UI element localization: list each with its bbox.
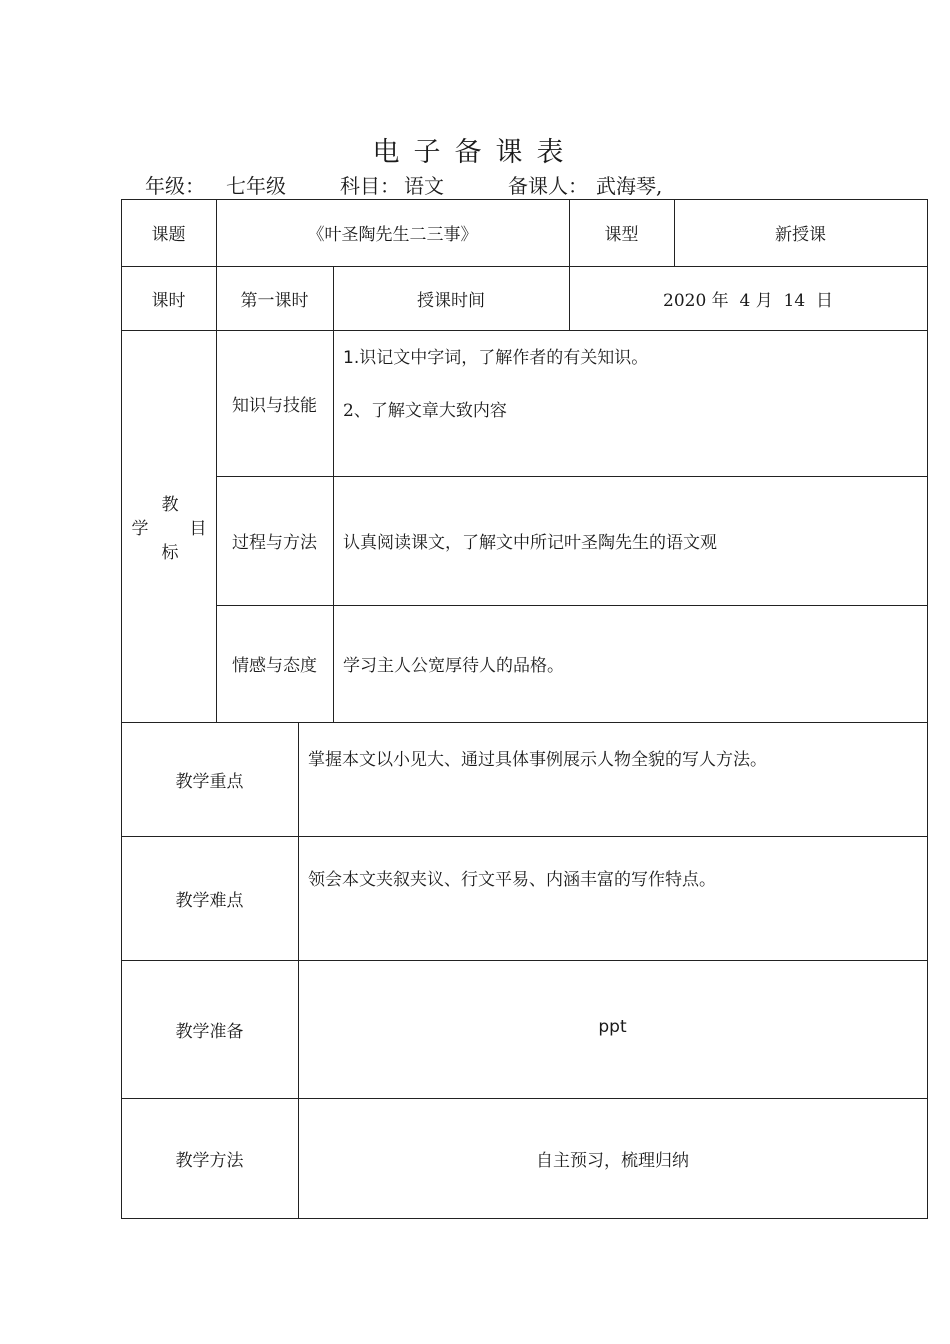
- teaching-time-label: 授课时间: [417, 290, 485, 311]
- period-value: 第一课时: [240, 290, 309, 311]
- knowledge-item-2: 2、了解文章大致内容: [343, 400, 507, 421]
- period-label: 课时: [151, 290, 186, 311]
- key-points-label: 教学重点: [175, 771, 244, 792]
- topic-value: 《叶圣陶先生二三事》: [307, 225, 478, 245]
- preparation-label: 教学准备: [175, 1021, 244, 1042]
- emotion-attitude-value: 学习主人公宽厚待人的品格。: [343, 656, 564, 676]
- process-methods-value: 认真阅读课文，了解文中所记叶圣陶先生的语文观: [343, 533, 717, 553]
- key-points-value: 掌握本文以小见大、通过具体事例展示人物全貌的写人方法。: [308, 749, 767, 770]
- knowledge-skills-label: 知识与技能: [232, 395, 317, 416]
- knowledge-item-1: 1.识记文中字词，了解作者的有关知识。: [343, 347, 649, 368]
- method-value: 自主预习，梳理归纳: [536, 1150, 689, 1171]
- teaching-time-value: 2020 年 4 月 14 日: [663, 290, 833, 311]
- emotion-attitude-label: 情感与态度: [232, 656, 317, 676]
- difficulties-label: 教学难点: [175, 890, 244, 911]
- objectives-label-char: 学: [131, 518, 149, 539]
- subject-label: 科目：: [340, 174, 400, 198]
- topic-label: 课题: [151, 225, 186, 245]
- objectives-label-char: 标: [161, 542, 179, 563]
- grade-label: 年级：: [145, 174, 205, 198]
- lesson-type-value: 新授课: [775, 225, 826, 245]
- page-title: 电子备课表: [372, 137, 578, 168]
- method-label: 教学方法: [175, 1150, 244, 1171]
- objectives-label-char: 目: [189, 518, 207, 539]
- process-methods-label: 过程与方法: [232, 533, 317, 553]
- lesson-type-label: 课型: [604, 225, 639, 245]
- teacher-value: 武海琴,: [596, 174, 663, 198]
- difficulties-value: 领会本文夹叙夹议、行文平易、内涵丰富的写作特点。: [308, 869, 716, 890]
- subject-value: 语文: [404, 174, 444, 198]
- objectives-label-char: 教: [161, 494, 179, 515]
- grade-value: 七年级: [226, 174, 286, 198]
- preparation-value: ppt: [598, 1017, 627, 1037]
- teacher-label: 备课人：: [508, 174, 588, 198]
